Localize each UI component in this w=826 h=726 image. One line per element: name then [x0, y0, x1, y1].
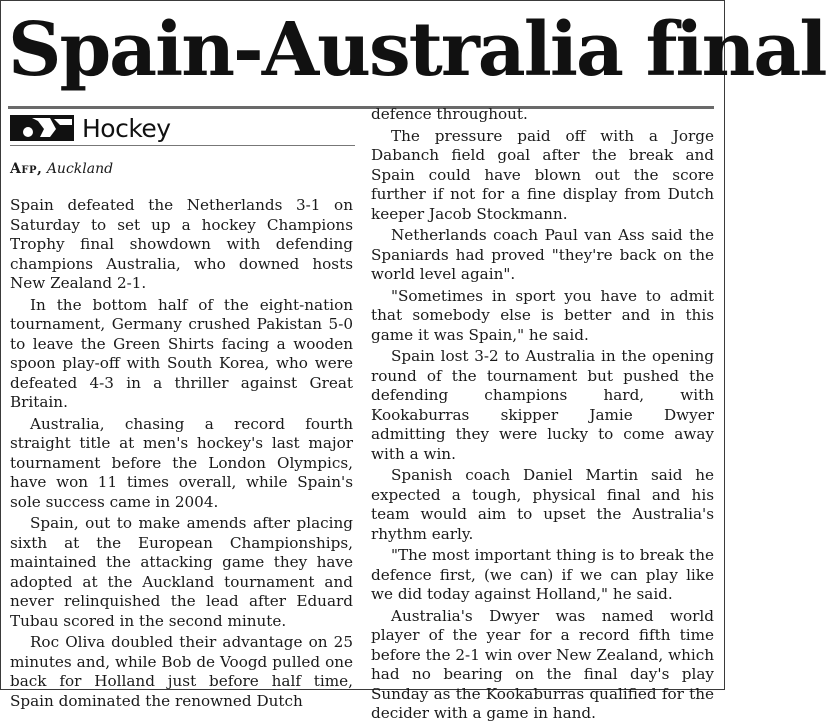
paragraph: In the bottom half of the eight-nation tournament, Germany crushed Pakistan 5-0 to leave the Green Shirts facing a wooden spoon play-off with South Korea, who were defeated 4-3 in a thriller against Great Britain.: [10, 295, 353, 411]
paragraph: Roc Oliva doubled their advantage on 25 minutes and, while Bob de Voogd pulled one back for Holland just before half time, Spain dominated the renowned Dutch: [10, 633, 353, 710]
dateline: [10, 161, 113, 177]
agency-credit: Afp,: [10, 161, 43, 177]
paragraph: Spanish coach Daniel Martin said he expected a tough, physical final and his team would aim to upset the Australia's rhythm early.: [371, 466, 714, 543]
paragraph: Australia, chasing a record fourth straight title at men's hockey's last major tournament before the London Olympics, have won 11 times overall, while Spain's sole success came in 2004.: [10, 414, 353, 511]
dateline-place: Auckland: [46, 161, 114, 177]
paragraph: Spain, out to make amends after placing sixth at the European Championships, maintained the attacking game they have adopted at the Auckland tournament and never relinquished the lead after Eduard Tubau scored in the second minute.: [10, 514, 353, 630]
kicker-underline: [10, 145, 355, 146]
paragraph: "Sometimes in sport you have to admit that somebody else is better and in this game it was Spain," he said.: [371, 286, 714, 344]
headline: Spain-Australia final: [8, 7, 826, 93]
article-column-2: [371, 105, 714, 726]
section-kicker: [10, 114, 355, 142]
paragraph: Spain lost 3-2 to Australia in the opening round of the tournament but pushed the defending champions hard, with Kookaburras skipper Jamie Dwyer admitting they were lucky to come away with a win.: [371, 347, 714, 463]
paragraph: The pressure paid off with a Jorge Dabanch field goal after the break and Spain could have blown out the score further if not for a fine display from Dutch keeper Jacob Stockmann.: [371, 126, 714, 223]
paragraph: Australia's Dwyer was named world player of the year for a record fifth time before the 2-1 win over New Zealand, which had no bearing on the final day's play Sunday as the Kookaburras qualified for the decider with a game in hand.: [371, 606, 714, 722]
article-column-1: [10, 196, 353, 713]
paragraph: Netherlands coach Paul van Ass said the Spaniards had proved "they're back on the world level again".: [371, 226, 714, 283]
paragraph: Spain defeated the Netherlands 3-1 on Saturday to set up a hockey Champions Trophy final showdown with defending champions Australia, who downed hosts New Zealand 2-1.: [10, 196, 353, 292]
paragraph: defence throughout.: [371, 105, 528, 123]
section-label: Hockey: [82, 113, 171, 143]
paragraph: "The most important thing is to break the defence first, (we can) if we can play like we did today against Holland," he said.: [371, 546, 714, 603]
hockey-stick-ball-icon: [10, 115, 74, 141]
